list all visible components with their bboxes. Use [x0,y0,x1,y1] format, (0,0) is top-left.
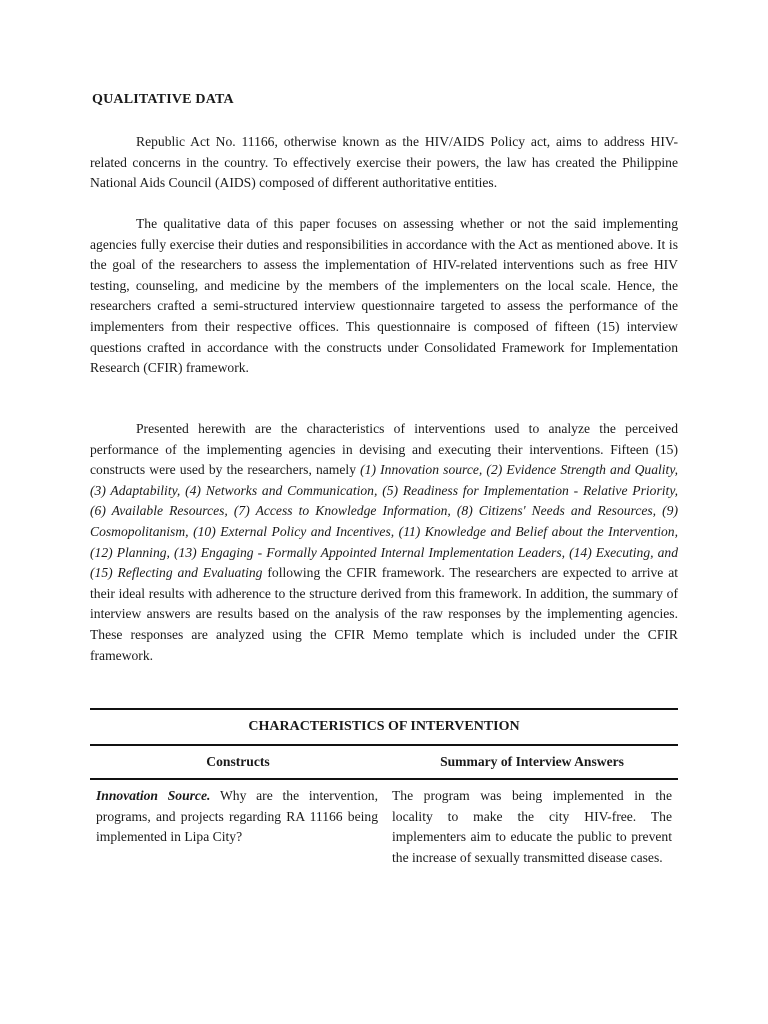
paragraph-intro-text: Presented herewith are the characteristics of interventions used to analyze the perceived performance of the implementing agencies in devising and executing their interventions. Fifteen (15) constructs were used by the researchers, namely [90,421,678,478]
column-header-summary: Summary of Interview Answers [440,754,624,769]
construct-cell [90,786,386,868]
table-title: CHARACTERISTICS OF INTERVENTION [248,719,520,734]
paragraph-outro-text: following the CFIR framework. The researchers are expected to arrive at their ideal results with adherence to the structure derived from this framework. In addition, the summary of interview answers are results based on the analysis of the raw responses by the implementing agencies. These responses are analyzed using the CFIR Memo template which is included under the CFIR framework. [90,565,679,663]
constructs-list: (1) Innovation source, (2) Evidence Strength and Quality, (3) Adaptability, (4) Networks and Communication, (5) Readiness for Implementation - Relative Priority, (6) Available Resources, (7) Access to Knowledge Information, (8) Citizens' Needs and Resources, (9) Cosmopolitanism, (10) External Policy and Incentives, (11) Knowledge and Belief about the Intervention, (12) Planning, (13) Engaging - Formally Appointed Internal Implementation Leaders, (14) Executing, and (15) Reflecting and Evaluating [90,462,678,581]
paragraph-characteristics [90,419,678,666]
table-header-row [90,746,678,778]
paragraph-republic-act: Republic Act No. 11166, otherwise known as the HIV/AIDS Policy act, aims to address HIV-related concerns in the country. To effectively exercise their powers, the law has created the Philippine National Aids Council (AIDS) composed of different authoritative entities. [90,134,678,191]
section-heading: QUALITATIVE DATA [92,92,234,107]
characteristics-table [90,708,678,868]
table-row [90,780,678,868]
paragraph-qualitative-data: The qualitative data of this paper focuses on assessing whether or not the said implementing agencies fully exercise their duties and responsibilities in accordance with the Act as mentioned above. It is the goal of the researchers to assess the implementation of HIV-related interventions such as free HIV testing, counseling, and medicine by the members of the implementers on the local scale. Hence, the researchers crafted a semi-structured interview questionnaire targeted to assess the performance of the implementers from their respective offices. This questionnaire is composed of fifteen (15) interview questions crafted in accordance with the constructs under Consolidated Framework for Implementation Research (CFIR) framework. [90,216,678,376]
answer-cell: The program was being implemented in the locality to make the city HIV-free. The implementers aim to educate the public to prevent the increase of sexually transmitted disease cases. [392,788,672,865]
construct-question: Why are the intervention, programs, and projects regarding RA 11166 being implemented in Lipa City? [96,788,378,845]
construct-label: Innovation Source. [96,788,211,803]
column-header-constructs: Constructs [206,754,270,769]
